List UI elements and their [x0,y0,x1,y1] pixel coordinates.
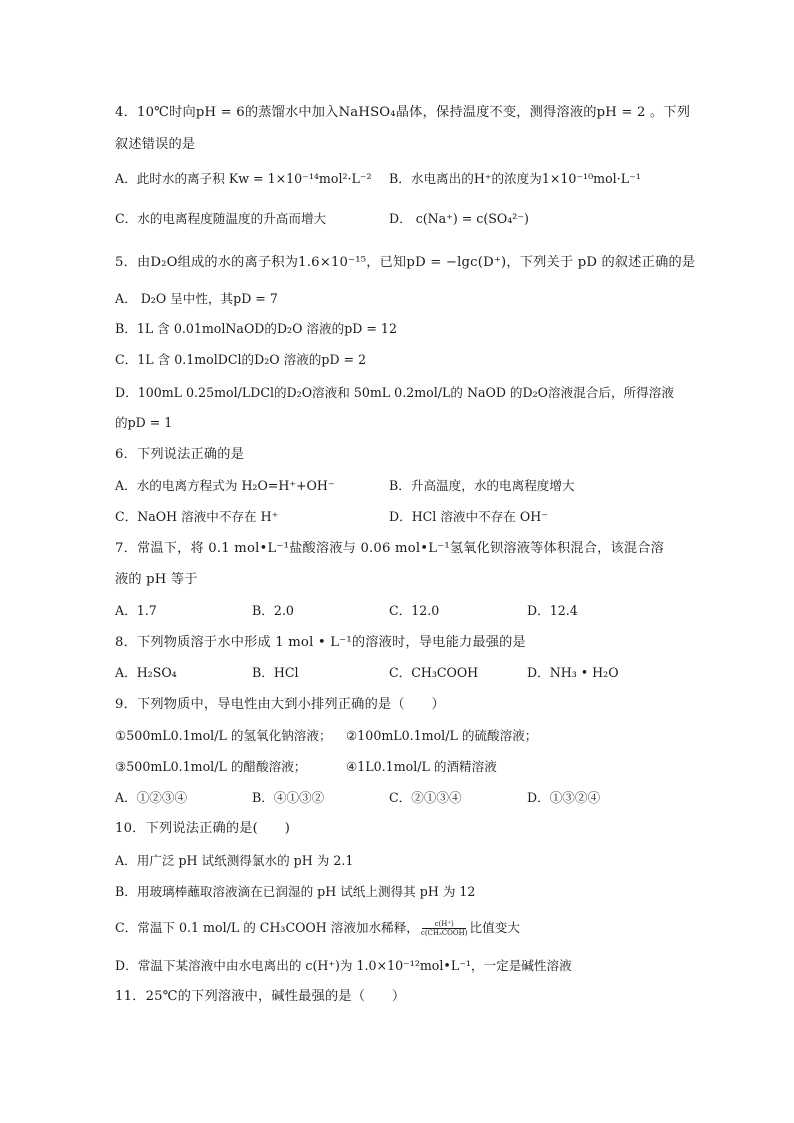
q9-option-d: D．①③②④ [527,790,601,805]
q9-option-c: C．②①③④ [389,790,462,805]
q6-stem: 6．下列说法正确的是 [115,447,245,462]
q9-item-2: ②100mL0.1mol/L 的硫酸溶液； [346,728,538,743]
q10-fraction-denominator: c(CH₃COOH) [420,928,468,937]
q5-option-a: A． D₂O 呈中性，其pD = 7 [115,291,278,306]
q4-option-d: D． c(Na⁺) = c(SO₄²⁻) [389,211,529,226]
q10-option-c-fraction [421,920,468,937]
q9-option-a: A．①②③④ [115,790,188,805]
q5-option-d-line1: D．100mL 0.25mol/LDCl的D₂O溶液和 50mL 0.2mol/L的 NaOD 的D₂O溶液混合后，所得溶液 [115,385,674,400]
q10-option-a: A．用广泛 pH 试纸测得氯水的 pH 为 2.1 [115,853,354,868]
q8-stem: 8．下列物质溶于水中形成 1 mol • L⁻¹的溶液时，导电能力最强的是 [115,635,526,650]
q4-stem-line2: 叙述错误的是 [115,137,196,152]
q6-option-b: B．升高温度，水的电离程度增大 [389,478,575,493]
q10-option-d: D．常温下某溶液中由水电离出的 c(H⁺)为 1.0×10⁻¹²mol•L⁻¹，一定是碱性溶液 [115,958,572,973]
q7-option-b: B．2.0 [252,603,294,618]
q10-option-c-suffix: 比值变大 [469,920,520,935]
q7-stem-line2: 液的 pH 等于 [115,572,198,587]
q4-option-b: B．水电离出的H⁺的浓度为1×10⁻¹⁰mol·L⁻¹ [389,171,641,186]
q9-option-b: B．④①③② [252,790,325,805]
q6-option-a: A．水的电离方程式为 H₂O=H⁺+OH⁻ [115,478,335,493]
q10-stem: 10．下列说法正确的是( ) [115,821,291,836]
q7-option-a: A．1.7 [115,603,157,618]
q7-option-d: D．12.4 [527,603,578,618]
q8-option-d: D．NH₃ • H₂O [527,665,619,680]
q9-item-3: ③500mL0.1mol/L 的醋酸溶液； [115,759,307,774]
q5-stem: 5．由D₂O组成的水的离子积为1.6×10⁻¹⁵，已知pD = −lgc(D⁺)，下列关于 pD 的叙述正确的是 [115,255,696,270]
q10-option-c-text: C．常温下 0.1 mol/L 的 CH₃COOH 溶液加水稀释， [115,920,419,935]
q7-stem-line1: 7．常温下，将 0.1 mol•L⁻¹盐酸溶液与 0.06 mol•L⁻¹氢氧化钡溶液等体积混合，该混合溶 [115,541,665,556]
q8-option-a: A．H₂SO₄ [115,665,177,680]
q9-stem: 9．下列物质中，导电性由大到小排列正确的是（ ） [115,697,445,712]
q8-option-c: C．CH₃COOH [389,665,479,680]
q10-fraction-numerator: c(H⁺) [434,919,454,928]
q9-item-4: ④1L0.1mol/L 的酒精溶液 [346,759,497,774]
q4-option-a: A．此时水的离子积 Kw = 1×10⁻¹⁴mol²·L⁻² [115,171,372,186]
q8-option-b: B．HCl [252,665,299,680]
q5-option-b: B．1L 含 0.01molNaOD的D₂O 溶液的pD = 12 [115,321,397,336]
q11-stem: 11．25℃的下列溶液中，碱性最强的是（ ） [115,989,406,1004]
q4-stem-line1: 4．10℃时向pH = 6的蒸馏水中加入NaHSO₄晶体，保持温度不变，测得溶液的pH = 2 。下列 [115,105,691,120]
q6-option-c: C．NaOH 溶液中不存在 H⁺ [115,509,279,524]
q5-option-c: C．1L 含 0.1molDCl的D₂O 溶液的pD = 2 [115,352,367,367]
q9-item-1: ①500mL0.1mol/L 的氢氧化钠溶液； [115,728,332,743]
q4-option-c: C．水的电离程度随温度的升高而增大 [115,211,327,226]
q6-option-d: D．HCl 溶液中不存在 OH⁻ [389,509,548,524]
q10-option-b: B．用玻璃棒蘸取溶液滴在已润湿的 pH 试纸上测得其 pH 为 12 [115,884,476,899]
q5-option-d-line2: 的pD = 1 [115,415,173,430]
q7-option-c: C．12.0 [389,603,440,618]
q10-option-c [115,919,520,937]
